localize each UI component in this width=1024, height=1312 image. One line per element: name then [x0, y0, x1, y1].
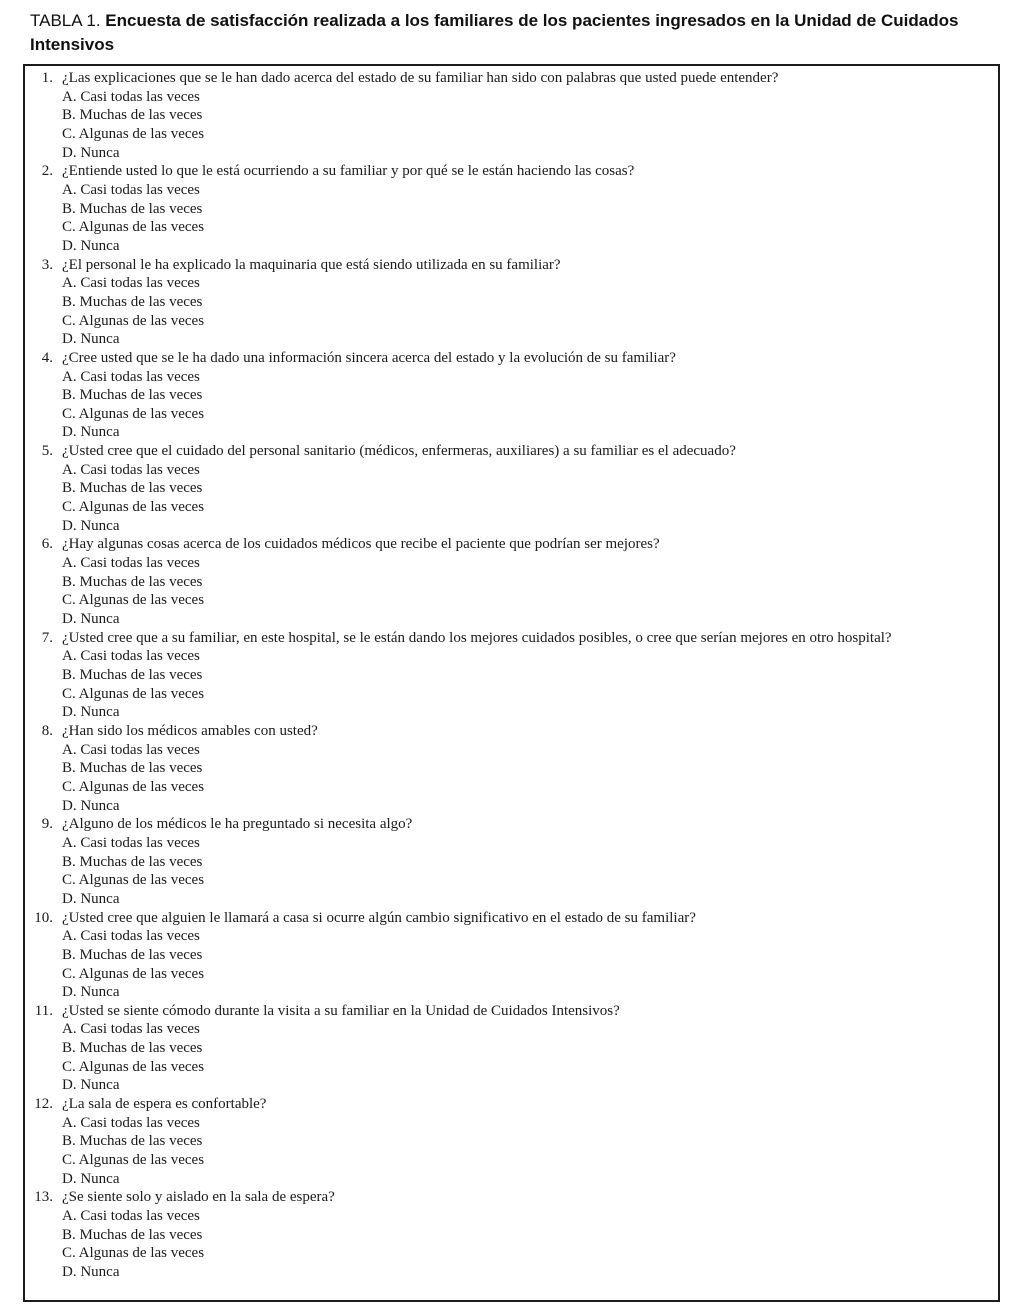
- question-number: 2.: [41, 163, 53, 180]
- answer-option: B. Muchas de las veces: [62, 667, 203, 683]
- option-list: [62, 1207, 992, 1282]
- answer-option: C. Algunas de las veces: [62, 405, 205, 422]
- answer-option: C. Algunas de las veces: [62, 499, 205, 516]
- answer-option: D. Nunca: [62, 424, 120, 441]
- option-list: [62, 181, 992, 256]
- answer-option: A. Casi todas las veces: [62, 555, 200, 572]
- question-number: 12.: [34, 1096, 53, 1113]
- question-text: ¿Usted cree que el cuidado del personal sanitario (médicos, enfermeras, auxiliares) a su familiar es el adecuado?: [62, 443, 736, 460]
- answer-option: B. Muchas de las veces: [62, 573, 203, 590]
- option-list: [62, 1114, 992, 1189]
- answer-option: B. Muchas de las veces: [62, 107, 203, 124]
- survey-table: [23, 64, 1000, 1302]
- question-item: [29, 722, 992, 815]
- option-list: [62, 647, 992, 722]
- question-item: [29, 256, 992, 349]
- answer-option: B. Muchas de las veces: [62, 293, 203, 310]
- question-list: [29, 69, 992, 1282]
- question-item: [29, 442, 992, 535]
- answer-option: D. Nunca: [62, 144, 120, 161]
- answer-option: A. Casi todas las veces: [62, 461, 200, 478]
- answer-option: B. Muchas de las veces: [62, 1133, 203, 1150]
- option-list: [62, 927, 992, 1002]
- answer-option: C. Algunas de las veces: [62, 1152, 205, 1169]
- question-body: [62, 442, 992, 535]
- answer-option: B. Muchas de las veces: [62, 1040, 203, 1057]
- question-number: 8.: [41, 722, 53, 739]
- question-text: ¿La sala de espera es confortable?: [62, 1096, 267, 1113]
- question-text: ¿Entiende usted lo que le está ocurriendo a su familiar y por qué se le están haciendo las cosas?: [62, 163, 635, 180]
- answer-option: B. Muchas de las veces: [62, 387, 203, 404]
- option-list: [62, 741, 992, 816]
- question-text: ¿Alguno de los médicos le ha preguntado si necesita algo?: [62, 816, 413, 833]
- question-text: ¿El personal le ha explicado la maquinaria que está siendo utilizada en su familiar?: [62, 256, 561, 273]
- answer-option: D. Nunca: [62, 517, 120, 534]
- answer-option: D. Nunca: [62, 1170, 120, 1187]
- question-number: 7.: [41, 629, 53, 646]
- answer-option: D. Nunca: [62, 1264, 120, 1280]
- question-body: [62, 1002, 992, 1095]
- answer-option: C. Algunas de las veces: [62, 778, 205, 795]
- question-text: ¿Hay algunas cosas acerca de los cuidados médicos que recibe el paciente que podrían ser mejores?: [62, 536, 660, 553]
- question-item: [29, 1188, 992, 1281]
- answer-option: A. Casi todas las veces: [62, 928, 200, 945]
- question-text: ¿Usted se siente cómodo durante la visita a su familiar en la Unidad de Cuidados Intensivos?: [62, 1002, 620, 1019]
- question-body: [62, 909, 992, 1002]
- answer-option: B. Muchas de las veces: [62, 1226, 203, 1243]
- question-item: [29, 629, 992, 722]
- answer-option: B. Muchas de las veces: [62, 480, 203, 497]
- answer-option: A. Casi todas las veces: [62, 741, 200, 758]
- question-text: ¿Se siente solo y aislado en la sala de espera?: [62, 1189, 335, 1206]
- answer-option: B. Muchas de las veces: [62, 760, 203, 777]
- answer-option: B. Muchas de las veces: [62, 946, 203, 963]
- option-list: [62, 274, 992, 349]
- answer-option: D. Nunca: [62, 797, 120, 814]
- question-number: 3.: [41, 256, 53, 273]
- answer-option: C. Algunas de las veces: [62, 872, 205, 889]
- answer-option: A. Casi todas las veces: [62, 834, 200, 851]
- answer-option: D. Nunca: [62, 1077, 120, 1094]
- answer-option: A. Casi todas las veces: [62, 368, 200, 385]
- question-number: 9.: [41, 816, 53, 833]
- question-item: [29, 535, 992, 628]
- answer-option: A. Casi todas las veces: [62, 275, 200, 292]
- answer-option: D. Nunca: [62, 237, 120, 254]
- table-caption-text: Encuesta de satisfacción realizada a los familiares de los pacientes ingresados en la Unidad de Cuidados Intensivos: [30, 11, 959, 54]
- answer-option: D. Nunca: [62, 331, 120, 348]
- question-item: [29, 1002, 992, 1095]
- option-list: [62, 461, 992, 536]
- question-body: [62, 535, 992, 628]
- question-number: 4.: [41, 349, 53, 366]
- question-body: [62, 1095, 992, 1188]
- answer-option: C. Algunas de las veces: [62, 312, 205, 329]
- question-number: 11.: [34, 1002, 53, 1019]
- table-caption: [30, 9, 996, 57]
- option-list: [62, 1020, 992, 1095]
- answer-option: D. Nunca: [62, 704, 120, 721]
- answer-option: A. Casi todas las veces: [62, 1114, 200, 1131]
- answer-option: A. Casi todas las veces: [62, 1208, 200, 1225]
- answer-option: A. Casi todas las veces: [62, 648, 200, 665]
- question-number: 6.: [41, 536, 53, 553]
- question-item: [29, 349, 992, 442]
- answer-option: B. Muchas de las veces: [62, 200, 203, 217]
- question-item: [29, 815, 992, 908]
- question-number: 13.: [34, 1189, 53, 1206]
- answer-option: C. Algunas de las veces: [62, 685, 205, 702]
- question-item: [29, 162, 992, 255]
- question-text: ¿Cree usted que se le ha dado una información sincera acerca del estado y la evolución de su familiar?: [62, 349, 676, 366]
- question-text: ¿Usted cree que a su familiar, en este hospital, se le están dando los mejores cuidados posibles, o cree que serían mejores en otro hospital?: [62, 629, 892, 646]
- question-number: 1.: [41, 70, 53, 86]
- answer-option: A. Casi todas las veces: [62, 1021, 200, 1038]
- question-body: [62, 349, 992, 442]
- answer-option: C. Algunas de las veces: [62, 1058, 205, 1075]
- question-text: ¿Usted cree que alguien le llamará a casa si ocurre algún cambio significativo en el estado de su familiar?: [62, 909, 696, 926]
- table-caption-label: TABLA 1.: [30, 11, 101, 30]
- question-body: [62, 256, 992, 349]
- answer-option: C. Algunas de las veces: [62, 219, 205, 236]
- question-body: [62, 815, 992, 908]
- answer-option: D. Nunca: [62, 890, 120, 907]
- answer-option: C. Algunas de las veces: [62, 592, 205, 609]
- question-number: 10.: [34, 909, 53, 926]
- question-text: ¿Han sido los médicos amables con usted?: [62, 722, 318, 739]
- answer-option: B. Muchas de las veces: [62, 853, 203, 870]
- option-list: [62, 554, 992, 629]
- answer-option: C. Algunas de las veces: [62, 965, 205, 982]
- option-list: [62, 88, 992, 163]
- answer-option: A. Casi todas las veces: [62, 88, 200, 105]
- question-item: [29, 909, 992, 1002]
- question-text: ¿Las explicaciones que se le han dado acerca del estado de su familiar han sido con palabras que usted puede entender?: [62, 70, 779, 86]
- question-number: 5.: [41, 443, 53, 460]
- answer-option: C. Algunas de las veces: [62, 125, 205, 142]
- question-body: [62, 69, 992, 162]
- option-list: [62, 368, 992, 443]
- question-item: [29, 69, 992, 162]
- answer-option: D. Nunca: [62, 611, 120, 628]
- question-body: [62, 1188, 992, 1281]
- answer-option: C. Algunas de las veces: [62, 1245, 205, 1262]
- question-body: [62, 162, 992, 255]
- answer-option: A. Casi todas las veces: [62, 181, 200, 198]
- option-list: [62, 834, 992, 909]
- question-body: [62, 722, 992, 815]
- question-body: [62, 629, 992, 722]
- question-item: [29, 1095, 992, 1188]
- answer-option: D. Nunca: [62, 984, 120, 1001]
